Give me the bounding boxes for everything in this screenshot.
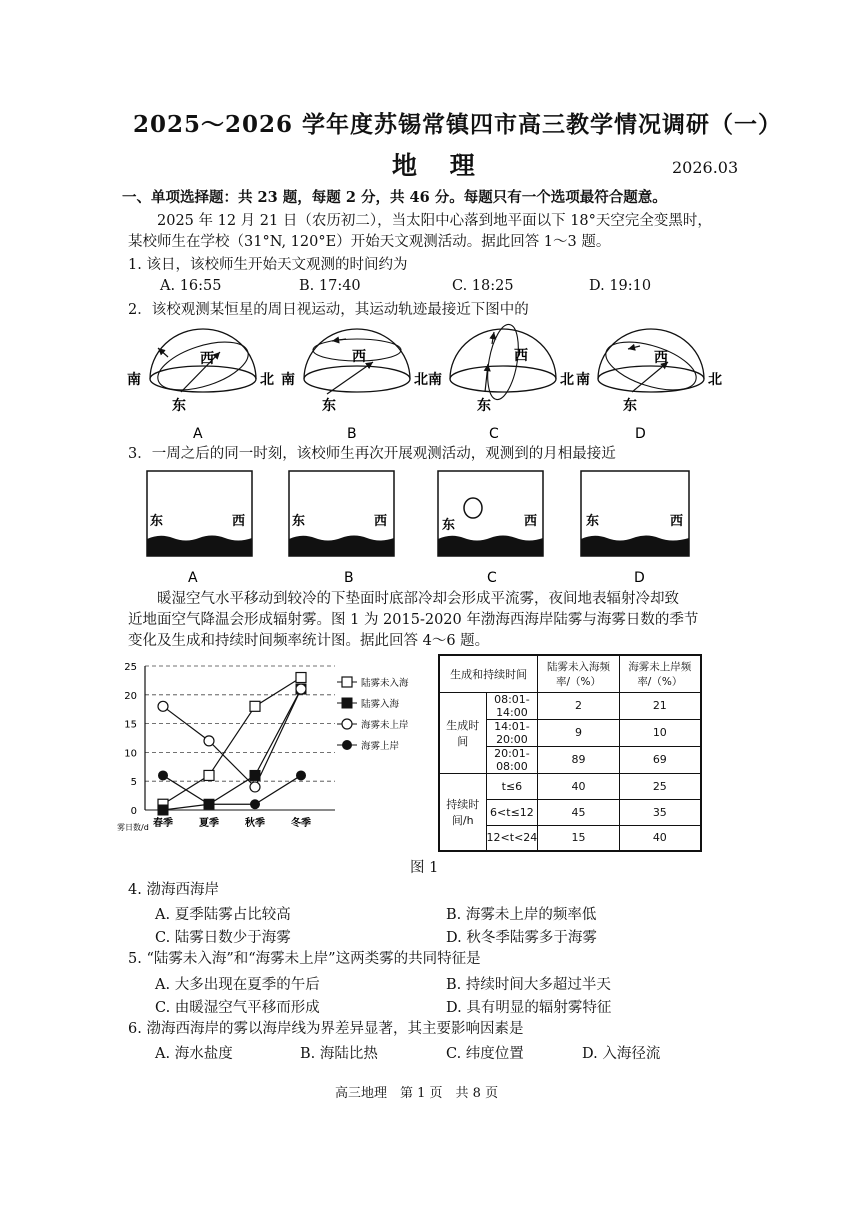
table-row xyxy=(439,692,701,719)
label-north-d: 北 xyxy=(708,372,722,388)
label-east-c: 东 xyxy=(477,398,491,414)
label-east-d: 东 xyxy=(623,398,637,414)
q4-option-a[interactable]: A. 夏季陆雾占比较高 xyxy=(155,907,291,923)
q1-option-b[interactable]: B. 17:40 xyxy=(299,278,361,294)
intro2-line3: 变化及生成和持续时间频率统计图。据此回答 4～6 题。 xyxy=(128,633,490,649)
x-tick-label: 春季 xyxy=(153,818,173,829)
label-south-b: 南 xyxy=(281,372,295,388)
label-east-a: 东 xyxy=(172,398,186,414)
q5-option-b[interactable]: B. 持续时间大多超过半天 xyxy=(446,977,611,993)
chart-y-label: 雾日数/d xyxy=(117,823,149,832)
q6-option-d[interactable]: D. 入海径流 xyxy=(582,1046,661,1062)
q2-letter-b: B xyxy=(347,426,357,440)
q5-option-d[interactable]: D. 具有明显的辐射雾特征 xyxy=(446,1000,612,1016)
subject-title: 地 理 xyxy=(392,151,487,180)
legend-label: 陆雾入海 xyxy=(361,699,400,710)
panel-b-west: 西 xyxy=(374,514,388,529)
q1-option-d[interactable]: D. 19:10 xyxy=(589,278,652,294)
series-point xyxy=(342,698,352,708)
table-row xyxy=(439,773,701,799)
q2-letter-c: C xyxy=(489,426,499,440)
legend-label: 陆雾未入海 xyxy=(361,678,409,689)
moon-phase-panels xyxy=(140,467,700,587)
y-tick-label: 15 xyxy=(124,719,137,731)
series-point xyxy=(296,770,306,780)
q5-option-a[interactable]: A. 大多出现在夏季的午后 xyxy=(155,977,320,993)
legend-label: 海雾未上岸 xyxy=(361,720,409,731)
label-west-c: 西 xyxy=(514,348,528,364)
q2-stem: 2．该校观测某恒星的周日视运动，其运动轨迹最接近下图中的 xyxy=(128,302,529,318)
table-cell: 69 xyxy=(619,746,701,773)
panel-d-west: 西 xyxy=(670,514,684,529)
q4-option-d[interactable]: D. 秋冬季陆雾多于海雾 xyxy=(446,930,597,946)
panel-a-east: 东 xyxy=(150,514,164,529)
table-cell: 25 xyxy=(619,773,701,799)
q6-option-c[interactable]: C. 纬度位置 xyxy=(446,1046,524,1062)
q3-letter-b: B xyxy=(344,570,354,586)
series-point xyxy=(250,770,260,780)
table-cell: 2 xyxy=(538,692,619,719)
q5-stem: 5. “陆雾未入海”和“海雾未上岸”这两类雾的共同特征是 xyxy=(128,951,481,967)
x-tick-label: 夏季 xyxy=(199,818,219,829)
panel-a-west: 西 xyxy=(232,514,246,529)
series-point xyxy=(204,736,214,746)
table-cell: 40 xyxy=(619,825,701,851)
table-cell: 45 xyxy=(538,799,619,825)
series-point xyxy=(296,673,306,683)
table-cell: 6<t≤12 xyxy=(486,799,538,825)
q1-option-c[interactable]: C. 18:25 xyxy=(452,278,514,294)
frequency-table xyxy=(438,654,702,852)
q3-letter-d: D xyxy=(634,570,645,586)
panel-b-east: 东 xyxy=(292,514,306,529)
exam-title: 2025～2026 学年度苏锡常镇四市高三教学情况调研（一） xyxy=(133,111,783,138)
series-point xyxy=(204,770,214,780)
intro2-line1: 暖湿空气水平移动到较冷的下垫面时底部冷却会形成平流雾，夜间地表辐射冷却致 xyxy=(157,591,679,607)
sphere-d[interactable] xyxy=(598,329,704,400)
q4-option-c[interactable]: C. 陆雾日数少于海雾 xyxy=(155,930,291,946)
table-cell: 08:01-14:00 xyxy=(486,692,538,719)
series-line xyxy=(163,689,301,787)
series-point xyxy=(342,740,352,750)
table-cell: 89 xyxy=(538,746,619,773)
q4-stem: 4. 渤海西海岸 xyxy=(128,882,219,898)
label-east-b: 东 xyxy=(322,398,336,414)
series-line xyxy=(163,678,301,805)
table-header-sea: 海雾未上岸频率/（%） xyxy=(619,655,701,692)
series-point xyxy=(250,799,260,809)
label-west-a: 西 xyxy=(200,351,214,367)
table-cell: t≤6 xyxy=(486,773,538,799)
table-cell: 35 xyxy=(619,799,701,825)
series-point xyxy=(342,677,352,687)
fog-days-chart xyxy=(115,654,435,854)
q1-stem: 1. 该日，该校师生开始天文观测的时间约为 xyxy=(128,257,408,273)
series-point xyxy=(158,805,168,815)
q3-stem: 3．一周之后的同一时刻，该校师生再次开展观测活动，观测到的月相最接近 xyxy=(128,446,616,462)
label-west-d: 西 xyxy=(654,350,668,366)
series-point xyxy=(158,701,168,711)
table-header-time: 生成和持续时间 xyxy=(439,655,538,692)
q6-stem: 6. 渤海西海岸的雾以海岸线为界差异显著，其主要影响因素是 xyxy=(128,1021,524,1037)
section-heading: 一、单项选择题：共 23 题，每题 2 分，共 46 分。每题只有一个选项最符合题意。 xyxy=(122,189,667,206)
table-cell: 12<t<24 xyxy=(486,825,538,851)
q6-option-b[interactable]: B. 海陆比热 xyxy=(300,1046,378,1062)
label-south-d: 南 xyxy=(576,372,590,388)
q1-option-a[interactable]: A. 16:55 xyxy=(160,278,222,294)
panel-c-east: 东 xyxy=(442,518,456,533)
y-tick-label: 20 xyxy=(124,690,137,702)
series-point xyxy=(158,770,168,780)
series-point xyxy=(250,782,260,792)
intro1-line1: 2025 年 12 月 21 日（农历初二），当太阳中心落到地平面以下 18°天空完全变黑时， xyxy=(157,213,712,229)
chart-legend xyxy=(337,677,409,752)
x-tick-label: 秋季 xyxy=(245,818,265,829)
q2-letter-d: D xyxy=(635,426,646,440)
y-tick-label: 0 xyxy=(130,806,137,817)
chart-y-ticks xyxy=(124,662,137,817)
table-cell: 15 xyxy=(538,825,619,851)
q6-option-a[interactable]: A. 海水盐度 xyxy=(155,1046,233,1062)
series-point xyxy=(250,701,260,711)
table-cell: 9 xyxy=(538,719,619,746)
page-footer: 高三地理 第 1 页 共 8 页 xyxy=(335,1086,499,1101)
y-tick-label: 5 xyxy=(130,777,137,789)
q4-option-b[interactable]: B. 海雾未上岸的频率低 xyxy=(446,907,597,923)
panel-d-east: 东 xyxy=(586,514,600,529)
table-group-generation: 生成时间 xyxy=(439,692,486,773)
x-tick-label: 冬季 xyxy=(291,818,311,829)
label-west-b: 西 xyxy=(352,349,366,365)
q3-letter-a: A xyxy=(188,570,198,586)
label-north-a: 北 xyxy=(260,372,274,388)
y-tick-label: 10 xyxy=(124,748,137,760)
label-south-a: 南 xyxy=(127,372,141,388)
y-tick-label: 25 xyxy=(124,662,137,673)
table-cell: 21 xyxy=(619,692,701,719)
chart-x-ticks xyxy=(153,816,311,829)
q3-letter-c: C xyxy=(487,570,497,586)
label-north-c: 北 xyxy=(560,372,574,388)
label-north-b: 北 xyxy=(414,372,428,388)
q2-letter-a: A xyxy=(193,426,203,440)
celestial-sphere-diagrams xyxy=(120,322,740,440)
label-south-c: 南 xyxy=(428,372,442,388)
table-header-land: 陆雾未入海频率/（%） xyxy=(538,655,619,692)
table-cell: 10 xyxy=(619,719,701,746)
intro1-line2: 某校师生在学校（31°N, 120°E）开始天文观测活动。据此回答 1～3 题。 xyxy=(128,234,611,250)
sphere-c[interactable] xyxy=(450,322,556,402)
q5-option-c[interactable]: C. 由暖湿空气平移而形成 xyxy=(155,1000,320,1016)
table-cell: 14:01-20:00 xyxy=(486,719,538,746)
series-point xyxy=(342,719,352,729)
series-point xyxy=(296,684,306,694)
table-group-duration: 持续时间/h xyxy=(439,773,486,851)
table-cell: 40 xyxy=(538,773,619,799)
figure-caption: 图 1 xyxy=(410,860,439,876)
exam-date: 2026.03 xyxy=(672,158,739,177)
table-cell: 20:01-08:00 xyxy=(486,746,538,773)
legend-label: 海雾上岸 xyxy=(361,741,400,752)
chart-series xyxy=(158,673,306,815)
intro2-line2: 近地面空气降温会形成辐射雾。图 1 为 2015-2020 年渤海西海岸陆雾与海雾日数的季节 xyxy=(128,612,699,628)
panel-c-west: 西 xyxy=(524,514,538,529)
series-point xyxy=(204,799,214,809)
